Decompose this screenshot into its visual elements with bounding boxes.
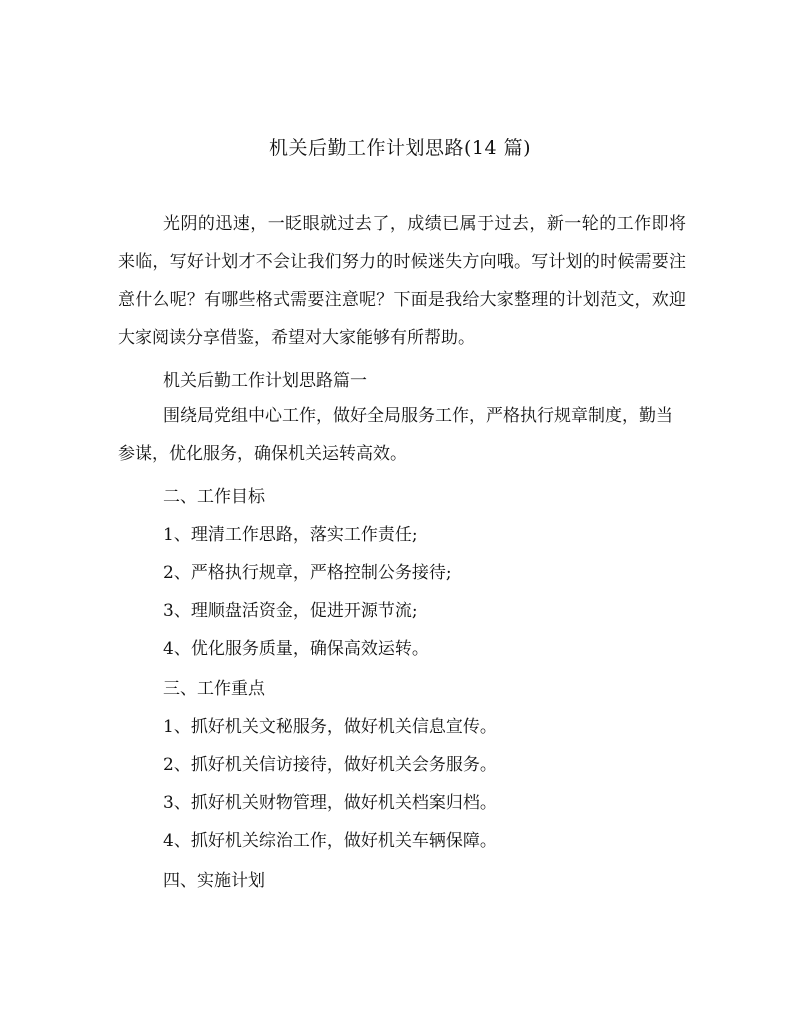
goal-item-1: 1、理清工作思路，落实工作责任; xyxy=(163,525,418,545)
document-title: 机关后勤工作计划思路(14 篇) xyxy=(268,137,532,159)
focus-item-3: 3、抓好机关财物管理，做好机关档案归档。 xyxy=(163,793,497,813)
goal-item-3: 3、理顺盘活资金，促进开源节流; xyxy=(163,601,418,621)
intro-paragraph: 光阴的迅速，一眨眼就过去了，成绩已属于过去，新一轮的工作即将来临，写好计划才不会让我们努力的时候迷失方向哦。写计划的时候需要注意什么呢？有哪些格式需要注意呢？下面是我给大家整理的计划范文，欢迎大家阅读分享借鉴，希望对大家能够有所帮助。 xyxy=(118,214,686,348)
body-paragraph-1: 围绕局党组中心工作，做好全局服务工作，严格执行规章制度，勤当参谋，优化服务，确保机关运转高效。 xyxy=(118,406,673,464)
plan-heading: 四、实施计划 xyxy=(163,871,265,891)
goals-heading: 二、工作目标 xyxy=(163,487,265,507)
focus-heading: 三、工作重点 xyxy=(163,679,265,699)
goal-item-4: 4、优化服务质量，确保高效运转。 xyxy=(163,639,429,659)
goal-item-2: 2、严格执行规章，严格控制公务接待; xyxy=(163,563,452,583)
section-heading: 机关后勤工作计划思路篇一 xyxy=(163,371,367,391)
focus-item-2: 2、抓好机关信访接待，做好机关会务服务。 xyxy=(163,755,497,775)
focus-item-4: 4、抓好机关综治工作，做好机关车辆保障。 xyxy=(163,831,497,851)
focus-item-1: 1、抓好机关文秘服务，做好机关信息宣传。 xyxy=(163,717,497,737)
